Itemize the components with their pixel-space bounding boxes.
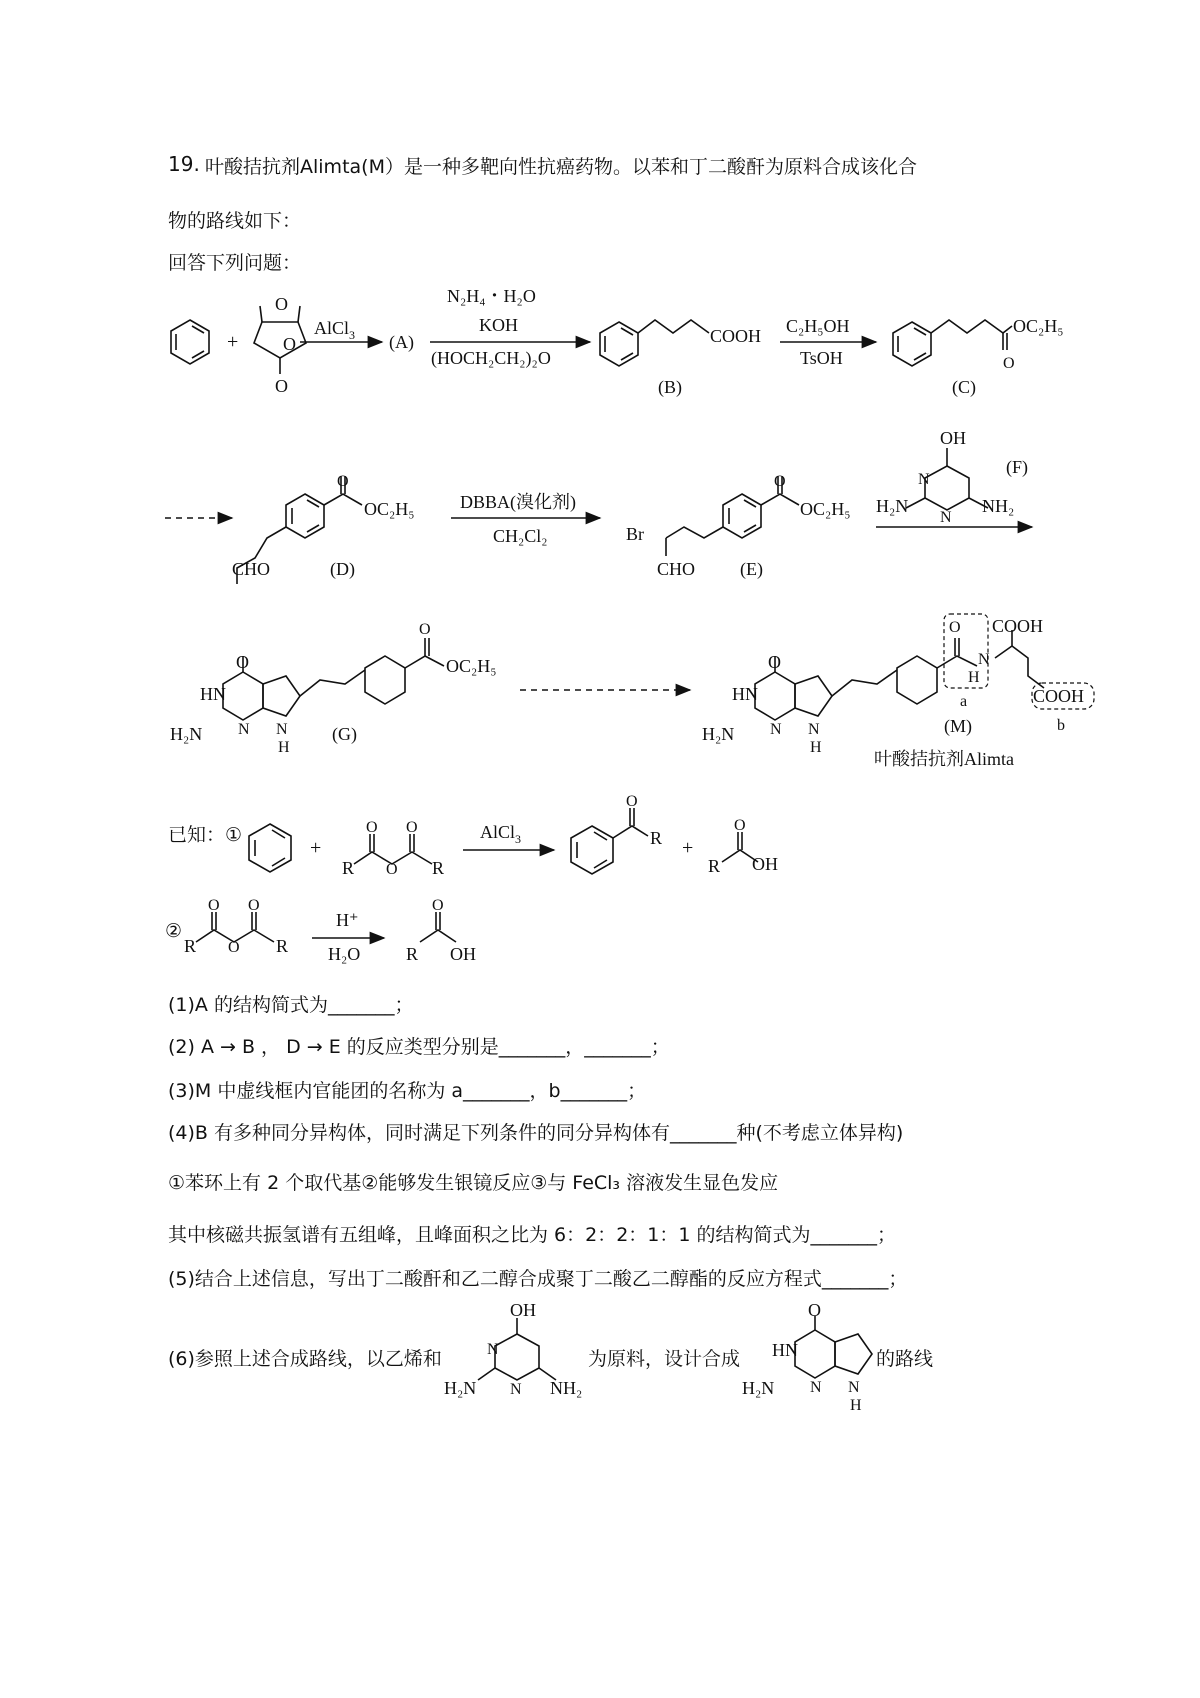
group-cho: CHO [232, 559, 271, 579]
atom-o: O [626, 793, 638, 810]
group-cho: CHO [657, 559, 696, 579]
known-label: 已知：① [168, 824, 243, 846]
group-nh2: NH₂ [982, 496, 1015, 516]
reagent-glycol: (HOCH₂CH₂)₂O [431, 348, 551, 368]
question-6-part-1: (6)参照上述合成路线，以乙烯和 [168, 1348, 442, 1370]
atom-o: O [275, 294, 288, 314]
atom-n: N [978, 651, 990, 668]
atom-o: O [774, 473, 786, 490]
known-circle-2: ② [165, 920, 183, 942]
compound-g-label: (G) [332, 724, 357, 744]
atom-n: N [770, 721, 782, 738]
atom-n: N [276, 721, 288, 738]
question-2: (2) A → B ， D → E 的反应类型分别是_______，_______； [168, 1036, 670, 1058]
reagent-alcl3: AlCl$_3$ [480, 822, 522, 846]
question-prompt: 回答下列问题： [168, 252, 302, 274]
atom-o: O [248, 897, 260, 914]
atom-o: O [236, 652, 249, 672]
question-4-nmr: 其中核磁共振氢谱有五组峰，且峰面积之比为 6：2：2：1：1 的结构简式为_______； [168, 1224, 897, 1246]
group-r: R [184, 936, 197, 956]
ketone-structure [571, 808, 648, 874]
atom-o: O [419, 621, 431, 638]
question-number: 19. [168, 152, 200, 176]
group-h2n: H₂N [444, 1378, 477, 1398]
group-r: R [406, 944, 419, 964]
question-intro-1: 叶酸拮抗剂Alimta(M）是一种多靶向性抗癌药物。以苯和丁二酸酐为原料合成该化合 [205, 156, 917, 178]
group-oc2h5: OC₂H₅ [446, 656, 497, 676]
reagent-h-plus: H⁺ [336, 910, 359, 930]
atom-n: N [848, 1379, 860, 1396]
known-benzene-structure [249, 824, 291, 872]
group-r: R [650, 828, 663, 848]
atom-o: O [386, 861, 398, 878]
anhydride-structure [196, 912, 274, 942]
compound-m-caption: 叶酸拮抗剂Alimta [874, 749, 1014, 769]
atom-o: O [228, 939, 240, 956]
group-hn: HN [200, 684, 226, 704]
compound-e-label: (E) [740, 559, 763, 579]
reagent-tsoh: TsOH [800, 348, 843, 368]
acid-structure [420, 912, 456, 942]
group-r: R [342, 858, 355, 878]
atom-n: N [918, 471, 930, 488]
compound-b-label: (B) [658, 377, 682, 397]
group-oc2h5: OC₂H₅ [1013, 316, 1064, 336]
box-a-label: a [960, 693, 968, 710]
compound-c-structure [893, 320, 1012, 366]
compound-a-label: (A) [389, 332, 414, 352]
atom-n: N [808, 721, 820, 738]
group-h2n: H₂N [742, 1378, 775, 1398]
atom-o: O [432, 897, 444, 914]
plus-sign: + [227, 331, 239, 353]
atom-o: O [283, 334, 296, 354]
atom-n: N [810, 1379, 822, 1396]
reagent-hydrazine: N₂H₄・H₂O [447, 286, 536, 306]
atom-h: H [968, 669, 980, 686]
atom-o: O [275, 376, 288, 396]
benzene-structure [171, 320, 209, 364]
question-4: (4)B 有多种同分异构体，同时满足下列条件的同分异构体有_______种(不考虑立体异构) [168, 1122, 904, 1144]
plus-sign: + [310, 837, 322, 859]
question-1: (1)A 的结构简式为_______； [168, 994, 414, 1016]
q6-target-structure [795, 1316, 872, 1378]
atom-o: O [768, 652, 781, 672]
question-4-conditions: ①苯环上有 2 个取代基②能够发生银镜反应③与 FeCl₃ 溶液发生显色发应 [168, 1172, 779, 1194]
atom-o: O [406, 819, 418, 836]
atom-br: Br [626, 524, 644, 544]
group-oh: OH [752, 854, 778, 874]
atom-o: O [208, 897, 220, 914]
atom-o: O [734, 817, 746, 834]
question-6-part-3: 的路线 [876, 1348, 934, 1370]
group-h2n: H₂N [876, 496, 909, 516]
atom-h: H [850, 1397, 862, 1414]
compound-g-structure [223, 638, 444, 720]
group-oc2h5: OC₂H₅ [800, 499, 851, 519]
compound-f-label: (F) [1006, 457, 1028, 477]
atom-o: O [949, 619, 961, 636]
compound-c-label: (C) [952, 377, 976, 397]
anhydride-structure [354, 834, 432, 864]
group-h2n: H₂N [170, 724, 203, 744]
group-oh: OH [940, 428, 966, 448]
atom-n: N [940, 509, 952, 526]
group-hn: HN [732, 684, 758, 704]
atom-h: H [810, 739, 822, 756]
plus-sign: + [682, 837, 694, 859]
question-3: (3)M 中虚线框内官能团的名称为 a_______，b_______； [168, 1080, 647, 1102]
atom-n: N [238, 721, 250, 738]
group-hn: HN [772, 1340, 798, 1360]
compound-b-structure [600, 320, 709, 366]
group-h2n: H₂N [702, 724, 735, 744]
group-r: R [708, 856, 721, 876]
question-intro-2: 物的路线如下： [168, 210, 302, 232]
reagent-ch2cl2: CH₂Cl₂ [493, 526, 548, 546]
atom-o: O [366, 819, 378, 836]
question-6-part-2: 为原料，设计合成 [588, 1348, 741, 1370]
group-oh: OH [510, 1300, 536, 1320]
atom-n: N [510, 1381, 522, 1398]
question-5: (5)结合上述信息，写出丁二酸酐和乙二醇合成聚丁二酸乙二醇酯的反应方程式_______； [168, 1268, 908, 1290]
group-r: R [432, 858, 445, 878]
reagent-ethanol: C₂H₅OH [786, 316, 850, 336]
compound-d-label: (D) [330, 559, 355, 579]
compound-m-label: (M) [944, 716, 972, 736]
atom-n: N [487, 1341, 499, 1358]
group-cooh: COOH [992, 616, 1044, 636]
group-r: R [276, 936, 289, 956]
group-oh: OH [450, 944, 476, 964]
group-nh2: NH₂ [550, 1378, 583, 1398]
reagent-water: H₂O [328, 944, 361, 964]
box-b-label: b [1057, 717, 1065, 734]
group-cooh: COOH [710, 326, 762, 346]
reagent-alcl3: AlCl$_3$ [314, 318, 356, 342]
group-oc2h5: OC₂H₅ [364, 499, 415, 519]
atom-h: H [278, 739, 290, 756]
atom-o: O [808, 1300, 821, 1320]
atom-o: O [1003, 355, 1015, 372]
reagent-dbba: DBBA(溴化剂) [460, 492, 576, 512]
reagent-koh: KOH [479, 315, 518, 335]
atom-o: O [337, 473, 349, 490]
group-cooh: COOH [1033, 686, 1085, 706]
